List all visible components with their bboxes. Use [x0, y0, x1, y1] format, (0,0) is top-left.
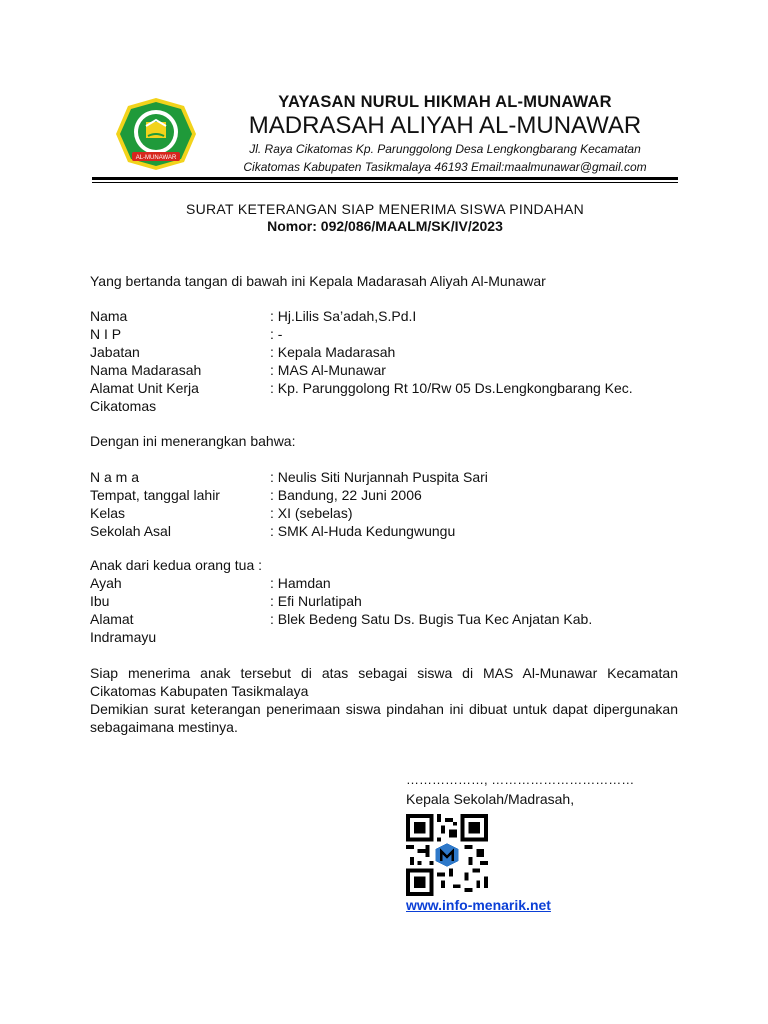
field-label: Tempat, tanggal lahir — [90, 487, 220, 503]
intro-text: Yang bertanda tangan di bawah ini Kepala Madarasah Aliyah Al-Munawar — [90, 273, 546, 289]
school-name: MADRASAH ALIYAH AL-MUNAWAR — [248, 112, 642, 139]
student-row — [90, 468, 488, 486]
field-value: : Kp. Parunggolong Rt 10/Rw 05 Ds.Lengkongbarang Kec. — [270, 380, 633, 396]
field-label: Sekolah Asal — [90, 523, 171, 539]
field-value: : Hamdan — [270, 575, 331, 591]
field-value: : - — [270, 326, 283, 342]
field-label: N I P — [90, 326, 122, 342]
field-value: : Hj.Lilis Sa’adah,S.Pd.I — [270, 308, 417, 324]
field-label: N a m a — [90, 469, 140, 485]
field-label: Alamat Unit Kerja — [90, 380, 199, 396]
field-label: Ayah — [90, 575, 122, 591]
field-label: Nama — [90, 308, 128, 324]
closing-paragraph-2: Demikian surat keterangan penerimaan siswa pindahan ini dibuat untuk dapat dipergunakan sebagaimana mestinya. — [90, 701, 678, 735]
student-row — [90, 486, 422, 504]
signer-row — [90, 325, 282, 343]
field-value: : MAS Al-Munawar — [270, 362, 386, 378]
signer-row — [90, 307, 416, 325]
parent-row — [90, 610, 592, 628]
closing-paragraph-1: Siap menerima anak tersebut di atas sebagai siswa di MAS Al-Munawar Kecamatan Cikatomas Kabupaten Tasikmalaya — [90, 665, 678, 699]
signer-row — [90, 379, 633, 397]
signer-address-wrap: Cikatomas — [90, 398, 157, 414]
qr-code-icon — [406, 814, 488, 896]
signer-row — [90, 361, 386, 379]
parents-intro: Anak dari kedua orang tua : — [90, 557, 263, 573]
foundation-name: YAYASAN NURUL HIKMAH AL-MUNAWAR — [278, 93, 612, 111]
letterhead — [200, 92, 690, 176]
school-address-line1: Jl. Raya Cikatomas Kp. Parunggolong Desa Lengkongbarang Kecamatan — [249, 142, 641, 156]
field-value: : Kepala Madarasah — [270, 344, 396, 360]
parent-row — [90, 574, 331, 592]
field-value: : Blek Bedeng Satu Ds. Bugis Tua Kec Anjatan Kab. — [270, 611, 593, 627]
field-label: Alamat — [90, 611, 134, 627]
field-label: Nama Madarasah — [90, 362, 202, 378]
place-date-line: ………………, …………………………… — [406, 772, 635, 787]
parent-row — [90, 592, 362, 610]
logo-banner: AL-MUNAWAR — [135, 155, 177, 161]
field-label: Ibu — [90, 593, 110, 609]
field-value: : Efi Nurlatipah — [270, 593, 362, 609]
field-value: : Bandung, 22 Juni 2006 — [270, 487, 422, 503]
letter-title — [92, 201, 678, 235]
header-divider-thick — [92, 177, 678, 180]
signer-row — [90, 343, 395, 361]
parents-address-wrap: Indramayu — [90, 629, 157, 645]
field-label: Kelas — [90, 505, 126, 521]
statement-text: Dengan ini menerangkan bahwa: — [90, 433, 296, 449]
header-divider-thin — [92, 182, 678, 183]
website-link[interactable]: www.info-menarik.net — [406, 897, 551, 913]
signer-role: Kepala Sekolah/Madrasah, — [406, 791, 575, 807]
field-value: : Neulis Siti Nurjannah Puspita Sari — [270, 469, 488, 485]
school-address-line2: Cikatomas Kabupaten Tasikmalaya 46193 Email:maalmunawar@gmail.com — [243, 160, 647, 174]
field-label: Jabatan — [90, 344, 140, 360]
field-value: : SMK Al-Huda Kedungwungu — [270, 523, 456, 539]
student-row — [90, 522, 455, 540]
letter-number: Nomor: 092/086/MAALM/SK/IV/2023 — [267, 218, 503, 234]
field-value: : XI (sebelas) — [270, 505, 353, 521]
student-row — [90, 504, 352, 522]
school-logo — [114, 96, 198, 172]
letter-title-text: SURAT KETERANGAN SIAP MENERIMA SISWA PINDAHAN — [185, 201, 585, 217]
